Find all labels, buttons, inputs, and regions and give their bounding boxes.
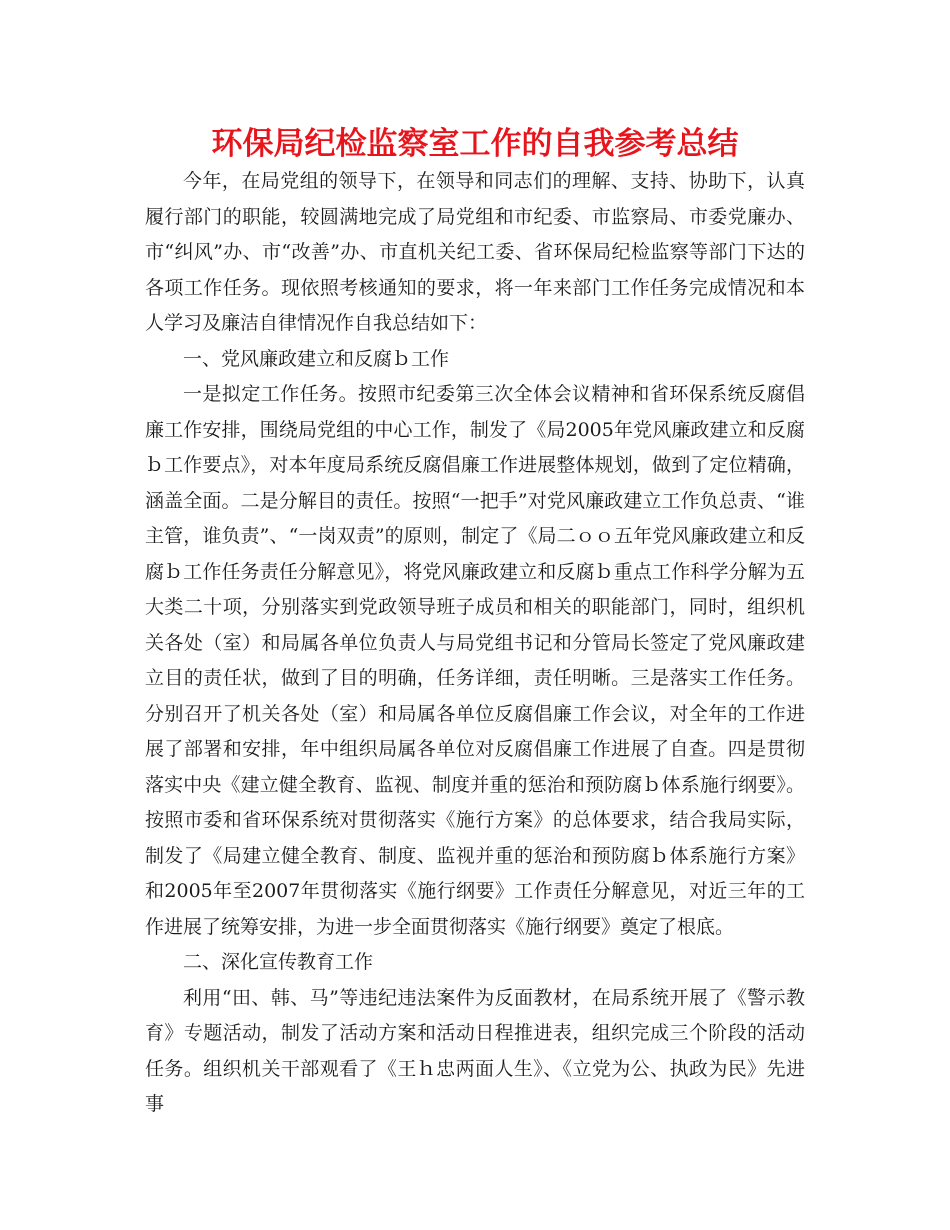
- paragraph-intro: 今年，在局党组的领导下，在领导和同志们的理解、支持、协助下，认真履行部门的职能，较圆满地完成了局党组和市纪委、市监察局、市委党廉办、市“纠风”办、市“改善”办、市直机关纪工委、省环保局纪检监察等部门下达的各项工作任务。现依照考核通知的要求，将一年来部门工作任务完成情况和本人学习及廉洁自律情况作自我总结如下：: [145, 170, 805, 334]
- section-heading-2: 二、深化宣传教育工作: [183, 951, 374, 973]
- document-body: [145, 164, 805, 1123]
- section-heading-1: 一、党风廉政建立和反腐ｂ工作: [183, 347, 450, 370]
- paragraph-section-1: 一是拟定工作任务。按照市纪委第三次全体会议精神和省环保系统反腐倡廉工作安排，围绕局党组的中心工作，制发了《局2005年党风廉政建立和反腐ｂ工作要点》，对本年度局系统反腐倡廉工作进展整体规划，做到了定位精确，涵盖全面。二是分解目的责任。按照“一把手”对党风廉政建立工作负总责、“谁主管，谁负责”、“一岗双责”的原则，制定了《局二ｏｏ五年党风廉政建立和反腐ｂ工作任务责任分解意见》，将党风廉政建立和反腐ｂ重点工作科学分解为五大类二十项，分别落实到党政领导班子成员和相关的职能部门，同时，组织机关各处（室）和局属各单位负责人与局党组书记和分管局长签定了党风廉政建立目的责任状，做到了目的明确，任务详细，责任明晰。三是落实工作任务。分别召开了机关各处（室）和局属各单位反腐倡廉工作会议，对全年的工作进展了部署和安排，年中组织局属各单位对反腐倡廉工作进展了自查。四是贯彻落实中央《建立健全教育、监视、制度并重的惩治和预防腐ｂ体系施行纲要》。按照市委和省环保系统对贯彻落实《施行方案》的总体要求，结合我局实际，制发了《局建立健全教育、制度、监视并重的惩治和预防腐ｂ体系施行方案》和2005年至2007年贯彻落实《施行纲要》工作责任分解意见，对近三年的工作进展了统筹安排，为进一步全面贯彻落实《施行纲要》奠定了根底。: [145, 383, 805, 938]
- paragraph-section-2: 利用“田、韩、马”等违纪违法案件为反面教材，在局系统开展了《警示教育》专题活动，制发了活动方案和活动日程推进表，组织完成三个阶段的活动任务。组织机关干部观看了《王ｈ忠两面人生》、《立党为公、执政为民》先进事: [145, 986, 805, 1115]
- document-title: 环保局纪检监察室工作的自我参考总结: [211, 126, 739, 162]
